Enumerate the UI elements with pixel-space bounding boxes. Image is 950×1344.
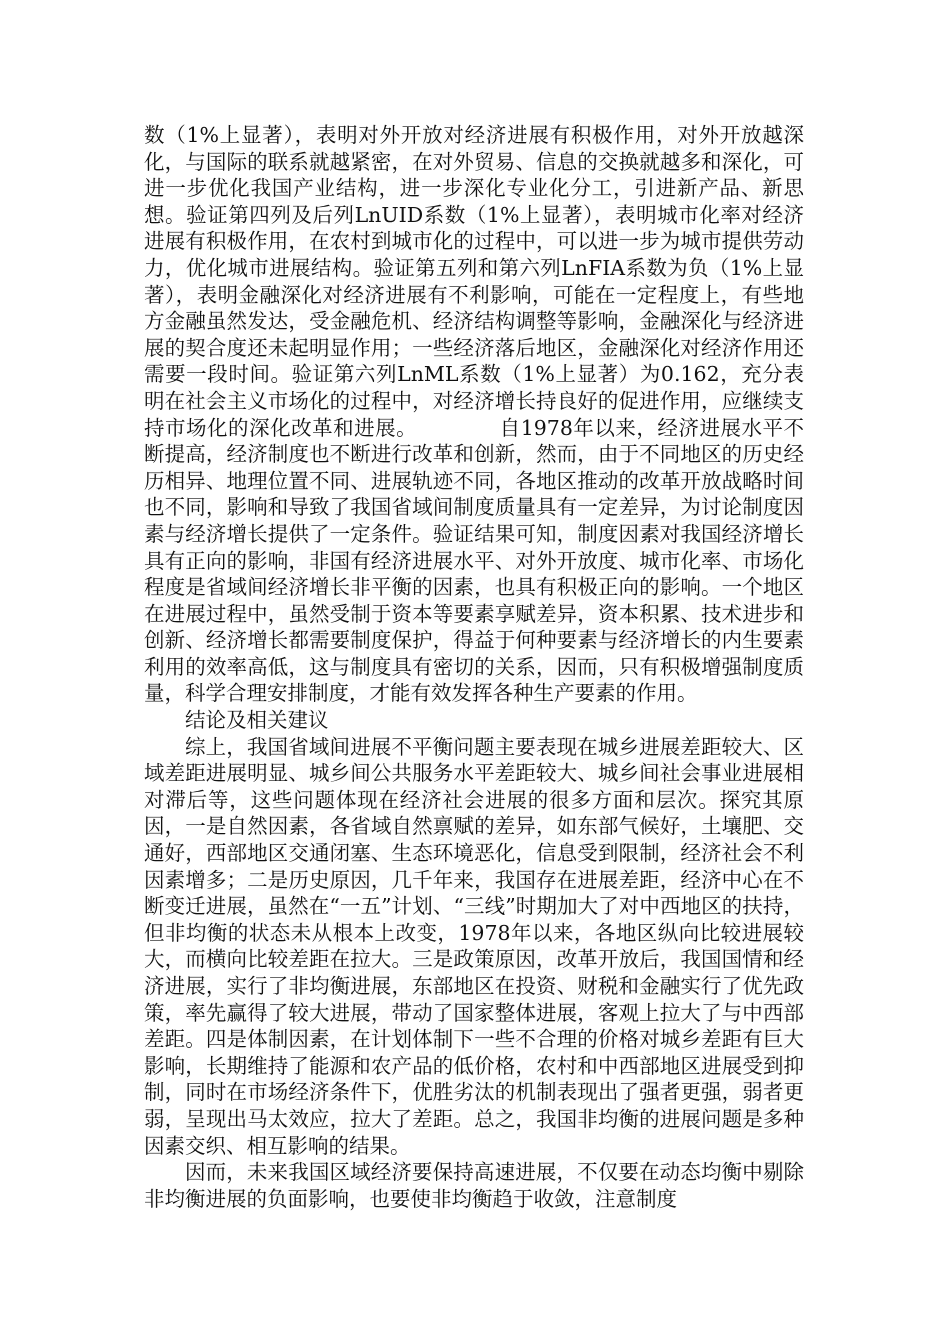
document-body xyxy=(144,122,804,1212)
paragraph-conclusion: 综上，我国省域间进展不平衡问题主要表现在城乡进展差距较大、区域差距进展明显、城乡间公共服务水平差距较大、城乡间社会事业进展相对滞后等，这些问题体现在经济社会进展的很多方面和层次。探究其原因，一是自然因素，各省域自然禀赋的差异，如东部气候好，土壤肥、交通好，西部地区交通闭塞、生态环境恶化，信息受到限制，经济社会不利因素增多；二是历史原因，几千年来，我国存在进展差距，经济中心在不断变迁进展，虽然在“一五”计划、“三线”时期加大了对中西地区的扶持，但非均衡的状态未从根本上改变，1978年以来，各地区纵向比较进展较大，而横向比较差距在拉大。三是政策原因，改革开放后，我国国情和经济进展，实行了非均衡进展，东部地区在投资、财税和金融实行了优先政策，率先赢得了较大进展，带动了国家整体进展，客观上拉大了与中西部差距。四是体制因素，在计划体制下一些不合理的价格对城乡差距有巨大影响，长期维持了能源和农产品的低价格，农村和中西部地区进展受到抑制，同时在市场经济条件下，优胜劣汰的机制表现出了强者更强，弱者更弱，呈现出马太效应，拉大了差距。总之，我国非均衡的进展问题是多种因素交织、相互影响的结果。 xyxy=(144,734,804,1158)
paragraph-institutions-text: 自1978年以来，经济进展水平不断提高，经济制度也不断进行改革和创新，然而，由于不同地区的历史经历相异、地理位置不同、进展轨迹不同，各地区推动的改革开放战略时间也不同，影响和导致了我国省域间制度质量具有一定差异，为讨论制度因素与经济增长提供了一定条件。验证结果可知，制度因素对我国经济增长具有正向的影响，非国有经济进展水平、对外开放度、城市化率、市场化程度是省域间经济增长非平衡的因素，也具有积极正向的影响。一个地区在进展过程中，虽然受制于资本等要素享赋差异，资本积累、技术进步和创新、经济增长都需要制度保护，得益于何种要素与经济增长的内生要素利用的效率高低，这与制度具有密切的关系，因而，只有积极增强制度质量，科学合理安排制度，才能有效发挥各种生产要素的作用。 xyxy=(144,415,805,706)
paragraph-findings xyxy=(144,122,804,707)
section-heading: 结论及相关建议 xyxy=(185,708,329,733)
paragraph-future: 因而，未来我国区域经济要保持高速进展，不仅要在动态均衡中剔除非均衡进展的负面影响，也要使非均衡趋于收敛，注意制度 xyxy=(144,1160,804,1211)
paragraph-findings-text: 数（1%上显著），表明对外开放对经济进展有积极作用，对外开放越深化，与国际的联系就越紧密，在对外贸易、信息的交换就越多和深化，可进一步优化我国产业结构，进一步深化专业化分工，引进新产品、新思想。验证第四列及后列LnUID系数（1%上显著），表明城市化率对经济进展有积极作用，在农村到城市化的过程中，可以进一步为城市提供劳动力，优化城市进展结构。验证第五列和第六列LnFIA系数为负（1%上显著），表明金融深化对经济进展有不利影响，可能在一定程度上，有些地方金融虽然发达，受金融危机、经济结构调整等影响，金融深化与经济进展的契合度还未起明显作用；一些经济落后地区，金融深化对经济作用还需要一段时间。验证第六列LnML系数（1%上显著）为0.162，充分表明在社会主义市场化的过程中，对经济增长持良好的促进作用，应继续支持市场化的深化改革和进展。 xyxy=(144,123,804,440)
